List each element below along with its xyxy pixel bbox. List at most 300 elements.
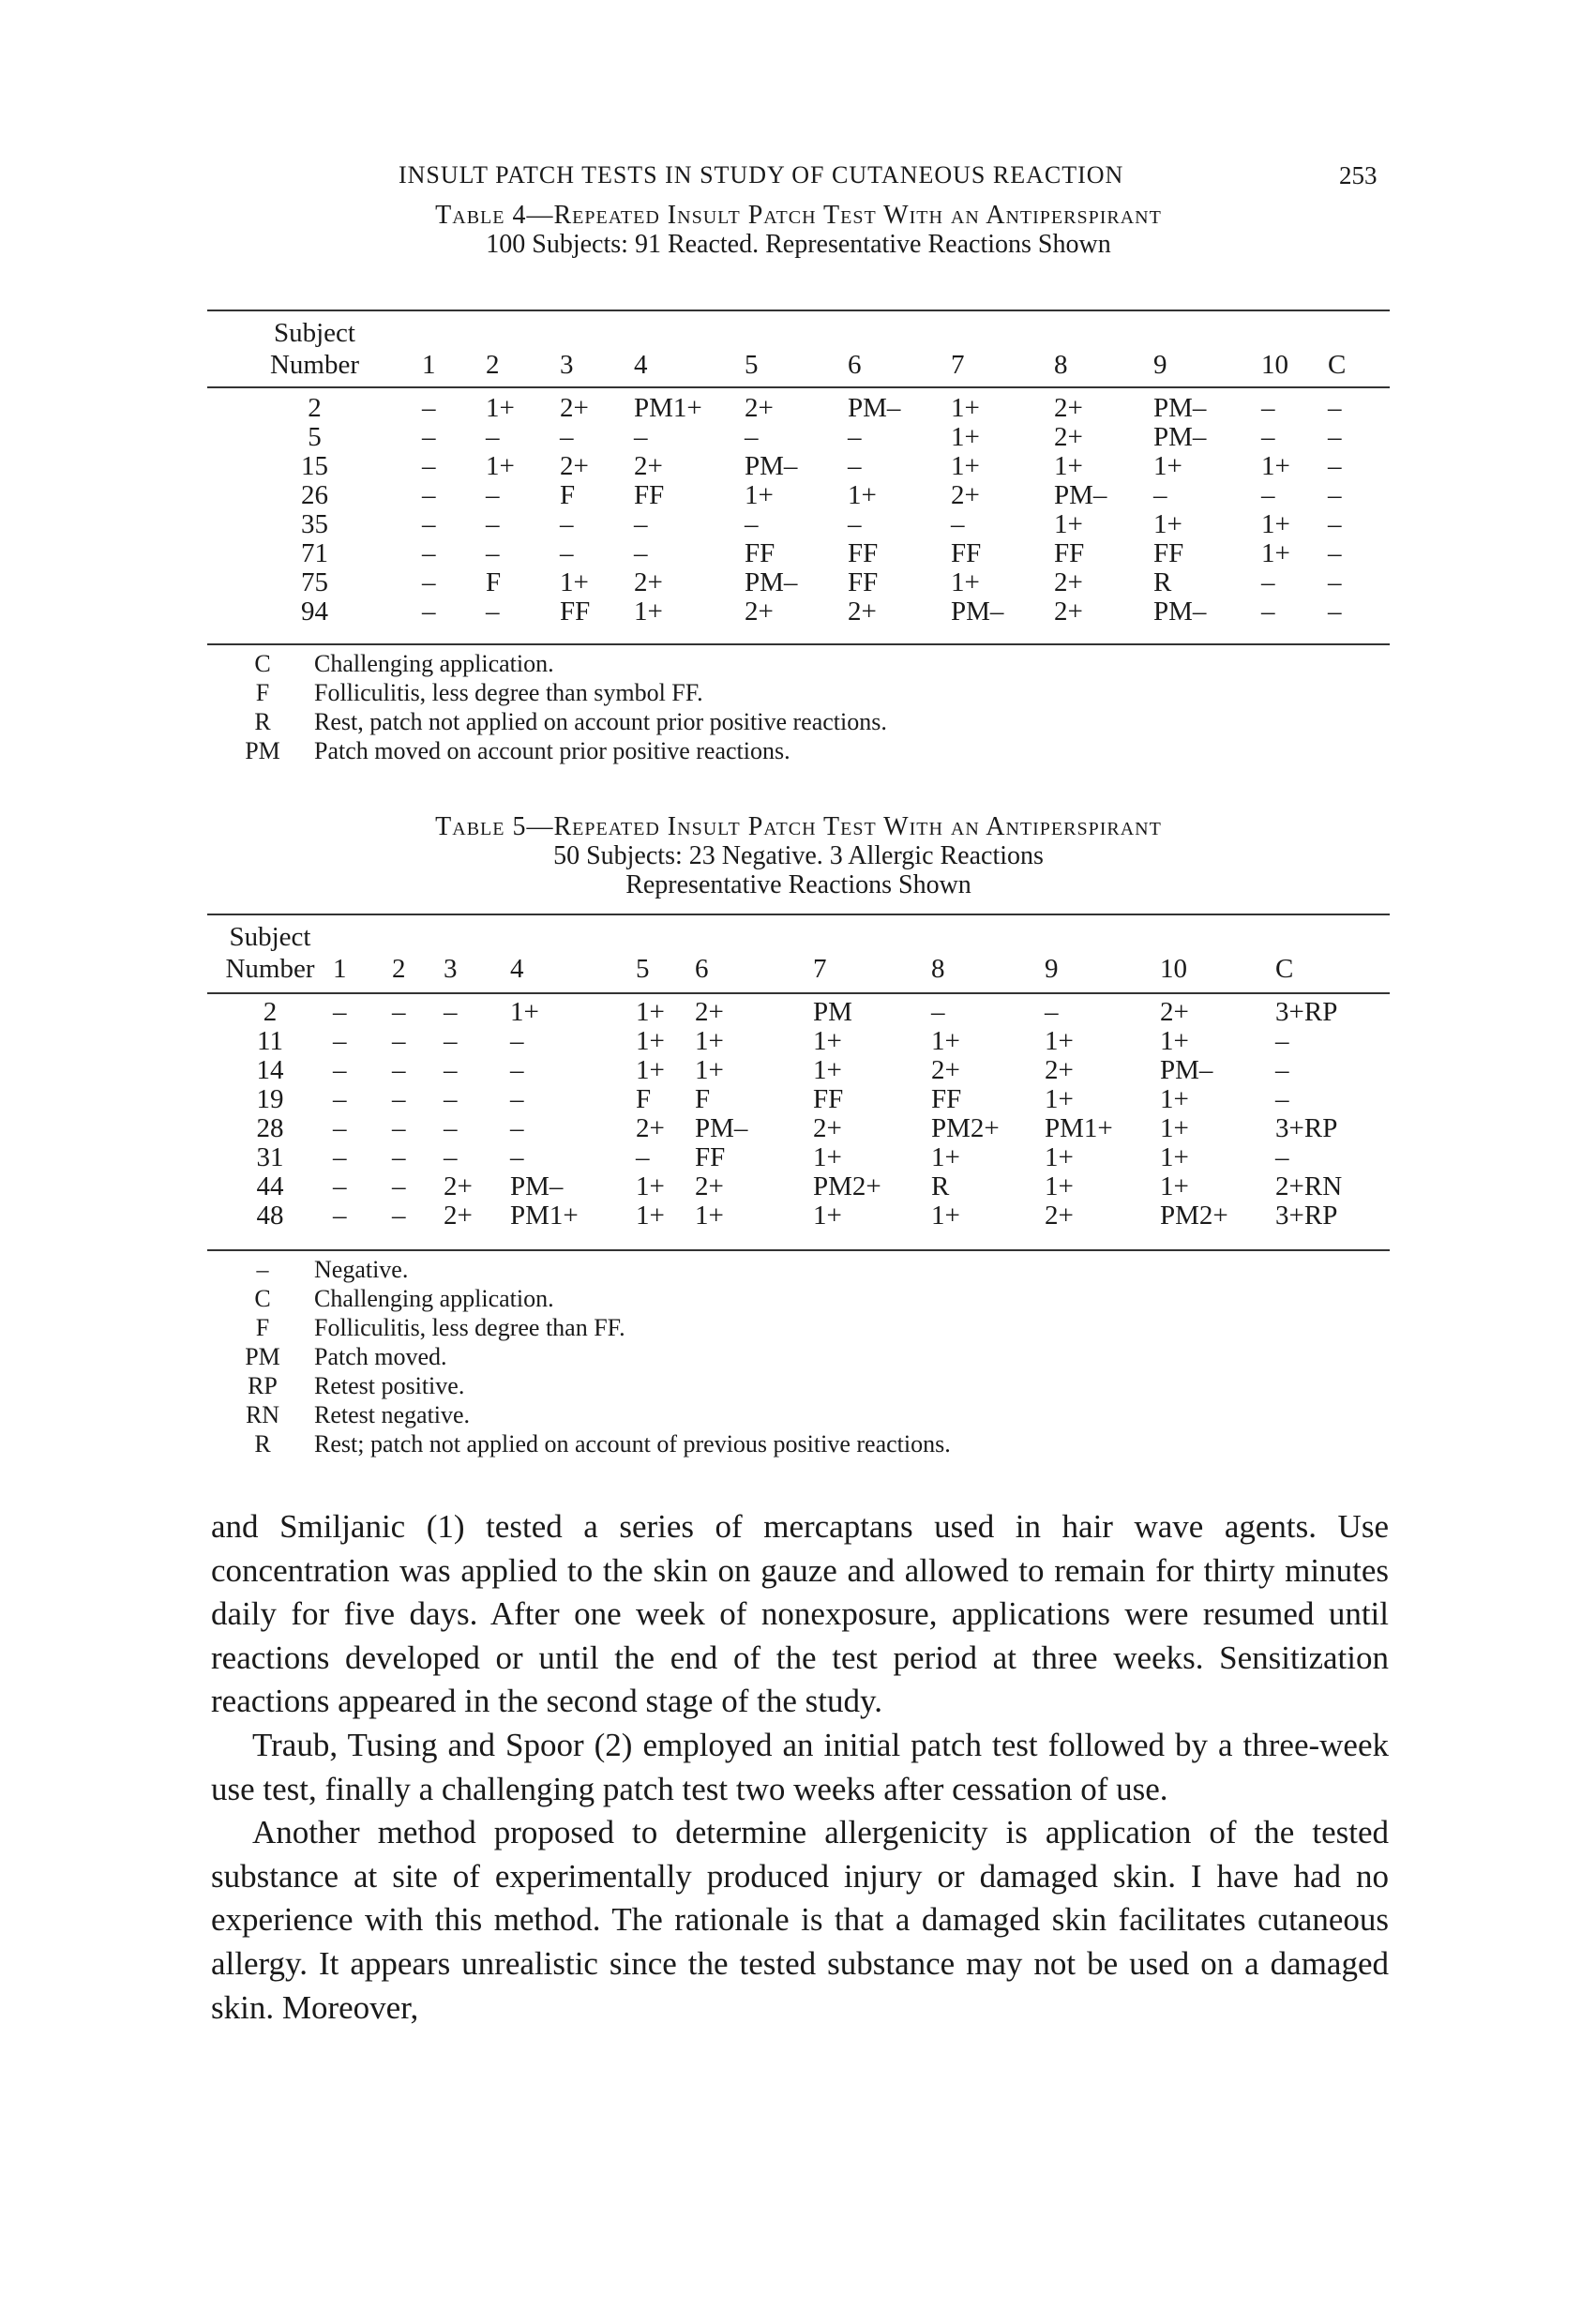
- table-row: [207, 568, 1390, 597]
- reaction-cell: 1+: [1045, 1084, 1074, 1114]
- legend-item: [230, 736, 887, 765]
- reaction-cell: –: [1328, 567, 1342, 597]
- reaction-cell: PM–: [1054, 480, 1107, 510]
- reaction-cell: –: [1261, 393, 1275, 423]
- body-text: [211, 1505, 1389, 2030]
- legend-item: [230, 1371, 951, 1400]
- reaction-cell: PM2+: [1160, 1201, 1228, 1231]
- reaction-cell: F: [636, 1084, 652, 1114]
- reaction-cell: FF: [745, 538, 775, 568]
- subject-number: 35: [301, 509, 328, 539]
- column-header: 1: [422, 350, 436, 380]
- spacer-row: [207, 985, 1390, 998]
- reaction-cell: –: [422, 509, 436, 539]
- header-spacer: [1261, 317, 1328, 349]
- reaction-cell: 1+: [931, 1201, 960, 1231]
- reaction-cell: –: [636, 1142, 650, 1172]
- table-row: [207, 1027, 1390, 1056]
- header-spacer: [745, 317, 848, 349]
- reaction-cell: –: [422, 480, 436, 510]
- reaction-cell: 1+: [848, 480, 877, 510]
- header-spacer: [333, 921, 392, 953]
- reaction-cell: –: [510, 1113, 524, 1143]
- reaction-cell: –: [392, 1113, 406, 1143]
- reaction-cell: –: [745, 509, 759, 539]
- reaction-cell: 1+: [634, 597, 663, 627]
- legend-abbrev: C: [254, 1285, 271, 1312]
- header-spacer: [392, 921, 444, 953]
- reaction-cell: PM1+: [1045, 1113, 1113, 1143]
- table5-caption: [207, 812, 1390, 899]
- paragraph: Traub, Tusing and Spoor (2) employed an initial patch test followed by a three-week use test, finally a challenging patch test two weeks after cessation of use.: [211, 1726, 1389, 1807]
- subject-number: 14: [256, 1055, 284, 1085]
- reaction-cell: FF: [695, 1142, 726, 1172]
- subject-number: 26: [301, 480, 328, 510]
- table5-header-rule: [207, 992, 1390, 994]
- table-row: [207, 452, 1390, 481]
- table-row: [207, 1085, 1390, 1114]
- table5: [207, 921, 1390, 1231]
- reaction-cell: 1+: [1160, 1084, 1189, 1114]
- reaction-cell: 2+: [634, 567, 663, 597]
- column-header: 9: [1153, 350, 1167, 380]
- reaction-cell: FF: [848, 567, 879, 597]
- subject-number: 31: [256, 1142, 284, 1172]
- table-row: [207, 1114, 1390, 1143]
- reaction-cell: 1+: [1054, 509, 1083, 539]
- reaction-cell: 2+: [560, 393, 589, 423]
- reaction-cell: 2+: [1054, 567, 1083, 597]
- reaction-cell: 1+: [813, 1201, 842, 1231]
- reaction-cell: 2+: [444, 1201, 473, 1231]
- subject-number: 5: [308, 422, 322, 452]
- table-row: [207, 1201, 1390, 1231]
- header-row: [207, 349, 1390, 381]
- reaction-cell: –: [848, 422, 862, 452]
- header-spacer: [848, 317, 951, 349]
- reaction-cell: –: [392, 1026, 406, 1056]
- reaction-cell: 1+: [486, 393, 515, 423]
- reaction-cell: –: [1045, 997, 1059, 1027]
- column-header: 5: [636, 954, 650, 984]
- reaction-cell: FF: [848, 538, 879, 568]
- column-header: 5: [745, 350, 759, 380]
- reaction-cell: PM2+: [931, 1113, 1000, 1143]
- reaction-cell: 1+: [1054, 451, 1083, 481]
- table5-title: Table 5—Repeated Insult Patch Test With an Antiperspirant: [435, 812, 1162, 841]
- legend-abbrev: RP: [248, 1372, 278, 1399]
- reaction-cell: 2+: [848, 597, 877, 627]
- reaction-cell: –: [1275, 1142, 1289, 1172]
- reaction-cell: 2+: [695, 997, 724, 1027]
- reaction-cell: 2+: [1054, 393, 1083, 423]
- reaction-cell: –: [1275, 1084, 1289, 1114]
- header-spacer: [510, 921, 636, 953]
- reaction-cell: –: [444, 1113, 458, 1143]
- reaction-cell: F: [560, 480, 576, 510]
- column-header: 8: [931, 954, 945, 984]
- table4: [207, 317, 1390, 627]
- column-header: 4: [634, 350, 648, 380]
- legend-abbrev: PM: [245, 737, 280, 764]
- reaction-cell: –: [1328, 509, 1342, 539]
- reaction-cell: –: [392, 1055, 406, 1085]
- reaction-cell: 1+: [931, 1026, 960, 1056]
- reaction-cell: –: [1275, 1055, 1289, 1085]
- table5-top-rule: [207, 914, 1390, 915]
- reaction-cell: –: [951, 509, 965, 539]
- reaction-cell: –: [1275, 1026, 1289, 1056]
- table-row: [207, 1143, 1390, 1172]
- reaction-cell: –: [1328, 422, 1342, 452]
- table5-header: [207, 921, 1390, 985]
- reaction-cell: –: [444, 1026, 458, 1056]
- reaction-cell: 1+: [951, 393, 980, 423]
- table5-subtitle: 50 Subjects: 23 Negative. 3 Allergic Reactions: [553, 841, 1044, 870]
- column-header: 9: [1045, 954, 1059, 984]
- reaction-cell: PM2+: [813, 1171, 881, 1201]
- reaction-cell: 1+: [695, 1201, 724, 1231]
- table5-subtitle2: Representative Reactions Shown: [625, 870, 971, 899]
- reaction-cell: –: [444, 1084, 458, 1114]
- column-header: 6: [848, 350, 862, 380]
- column-header: 4: [510, 954, 524, 984]
- reaction-cell: –: [1328, 451, 1342, 481]
- table-row: [207, 423, 1390, 452]
- reaction-cell: PM1+: [510, 1201, 579, 1231]
- column-header: 8: [1054, 350, 1068, 380]
- subject-header-line2: Number: [225, 954, 315, 984]
- header-spacer: [813, 921, 931, 953]
- table-row: [207, 597, 1390, 627]
- paragraph: and Smiljanic (1) tested a series of mercaptans used in hair wave agents. Use concentration was applied to the skin on gauze and allowed to remain for thirty minutes daily for five days. After one week of nonexposure, applications were resumed until reactions developed or until the end of the test period at three weeks. Sensitization reactions appeared in the second stage of the study.: [211, 1508, 1389, 1720]
- header-row: [207, 317, 1390, 349]
- legend-text: Retest negative.: [314, 1401, 471, 1428]
- subject-number: 75: [301, 567, 328, 597]
- table5-bottom-rule: [207, 1249, 1390, 1251]
- reaction-cell: 1+: [1160, 1142, 1189, 1172]
- reaction-cell: PM–: [1153, 597, 1207, 627]
- spacer: [207, 985, 333, 998]
- legend-abbrev: R: [254, 708, 271, 735]
- legend-text: Retest positive.: [314, 1372, 465, 1399]
- legend-item: [230, 1313, 951, 1342]
- reaction-cell: 1+: [813, 1142, 842, 1172]
- column-header: C: [1328, 350, 1347, 380]
- table5-body: [207, 985, 1390, 1231]
- reaction-cell: 1+: [636, 1026, 665, 1056]
- reaction-cell: 1+: [560, 567, 589, 597]
- reaction-cell: FF: [951, 538, 982, 568]
- reaction-cell: 2+: [1054, 422, 1083, 452]
- column-header: 7: [951, 350, 965, 380]
- reaction-cell: –: [333, 1171, 347, 1201]
- legend-abbrev: –: [256, 1256, 269, 1283]
- subject-header-line1: Subject: [274, 318, 355, 348]
- reaction-cell: 2+: [1160, 997, 1189, 1027]
- header-spacer: [951, 317, 1054, 349]
- legend-item: [230, 1284, 951, 1313]
- reaction-cell: 1+: [636, 997, 665, 1027]
- reaction-cell: PM–: [1153, 393, 1207, 423]
- reaction-cell: PM–: [745, 567, 798, 597]
- reaction-cell: PM: [813, 997, 852, 1027]
- header-spacer: [422, 317, 486, 349]
- reaction-cell: 1+: [745, 480, 774, 510]
- reaction-cell: –: [931, 997, 945, 1027]
- column-header: 3: [444, 954, 458, 984]
- reaction-cell: PM–: [1153, 422, 1207, 452]
- legend-item: [230, 678, 887, 707]
- reaction-cell: –: [486, 538, 500, 568]
- table4-top-rule: [207, 310, 1390, 311]
- table-row: [207, 998, 1390, 1027]
- reaction-cell: 3+RP: [1275, 1201, 1338, 1231]
- reaction-cell: 1+: [1160, 1113, 1189, 1143]
- reaction-cell: –: [1328, 538, 1342, 568]
- reaction-cell: –: [1261, 480, 1275, 510]
- table-row: [207, 394, 1390, 423]
- subject-number: 2: [263, 997, 278, 1027]
- reaction-cell: R: [931, 1171, 950, 1201]
- reaction-cell: 1+: [1045, 1142, 1074, 1172]
- reaction-cell: 1+: [636, 1055, 665, 1085]
- legend-text: Rest; patch not applied on account of previous positive reactions.: [314, 1430, 951, 1458]
- column-header: 2: [392, 954, 406, 984]
- legend-abbrev: F: [255, 679, 270, 706]
- subject-number: 2: [308, 393, 322, 423]
- reaction-cell: 1+: [695, 1026, 724, 1056]
- reaction-cell: –: [510, 1142, 524, 1172]
- reaction-cell: PM–: [1160, 1055, 1213, 1085]
- reaction-cell: FF: [560, 597, 591, 627]
- subject-number: 15: [301, 451, 328, 481]
- subject-number: 28: [256, 1113, 284, 1143]
- reaction-cell: R: [1153, 567, 1172, 597]
- header-spacer: [636, 921, 695, 953]
- legend-item: [230, 1255, 951, 1284]
- reaction-cell: –: [444, 997, 458, 1027]
- reaction-cell: –: [486, 480, 500, 510]
- legend-item: [230, 649, 887, 678]
- reaction-cell: 2+: [444, 1171, 473, 1201]
- reaction-cell: F: [695, 1084, 711, 1114]
- header-row: [207, 953, 1390, 985]
- column-header: 6: [695, 954, 709, 984]
- reaction-cell: –: [848, 451, 862, 481]
- page-number: 253: [1339, 161, 1378, 189]
- header-spacer: [444, 921, 510, 953]
- reaction-cell: –: [848, 509, 862, 539]
- reaction-cell: –: [422, 451, 436, 481]
- reaction-cell: –: [392, 1084, 406, 1114]
- legend-text: Folliculitis, less degree than symbol FF.: [314, 679, 703, 706]
- reaction-cell: –: [392, 1201, 406, 1231]
- reaction-cell: –: [1153, 480, 1167, 510]
- subject-header-line1: Subject: [229, 922, 311, 952]
- reaction-cell: 1+: [1045, 1171, 1074, 1201]
- reaction-cell: 1+: [486, 451, 515, 481]
- reaction-cell: 1+: [1153, 509, 1182, 539]
- paragraph: Another method proposed to determine allergenicity is application of the tested substance at site of experimentally produced injury or damaged skin. I have had no experience with this method. The rationale is that a damaged skin facilitates cutaneous allergy. It appears unrealistic since the tested substance may not be used on a damaged skin. Moreover,: [211, 1814, 1389, 2026]
- reaction-cell: 2+RN: [1275, 1171, 1343, 1201]
- reaction-cell: –: [422, 393, 436, 423]
- reaction-cell: –: [634, 422, 648, 452]
- legend-text: Challenging application.: [314, 1285, 554, 1312]
- column-header: 1: [333, 954, 347, 984]
- reaction-cell: –: [745, 422, 759, 452]
- reaction-cell: –: [1261, 567, 1275, 597]
- reaction-cell: 1+: [951, 451, 980, 481]
- reaction-cell: PM–: [745, 451, 798, 481]
- legend-text: Challenging application.: [314, 650, 554, 677]
- reaction-cell: FF: [813, 1084, 844, 1114]
- reaction-cell: 1+: [951, 567, 980, 597]
- reaction-cell: –: [1328, 597, 1342, 627]
- reaction-cell: 2+: [1054, 597, 1083, 627]
- table-row: [207, 539, 1390, 568]
- header-spacer: [560, 317, 634, 349]
- reaction-cell: 1+: [1261, 538, 1290, 568]
- table-row: [207, 1056, 1390, 1085]
- reaction-cell: –: [422, 597, 436, 627]
- header-spacer: [634, 317, 745, 349]
- reaction-cell: 1+: [931, 1142, 960, 1172]
- legend-abbrev: PM: [245, 1343, 280, 1370]
- legend-text: Rest, patch not applied on account prior positive reactions.: [314, 708, 887, 735]
- reaction-cell: –: [392, 1171, 406, 1201]
- legend-text: Patch moved on account prior positive reactions.: [314, 737, 790, 764]
- subject-number: 44: [256, 1171, 284, 1201]
- reaction-cell: –: [422, 422, 436, 452]
- header-spacer: [931, 921, 1045, 953]
- subject-number: 48: [256, 1201, 284, 1231]
- table4-caption: [207, 201, 1390, 259]
- reaction-cell: –: [510, 1026, 524, 1056]
- reaction-cell: –: [560, 509, 574, 539]
- reaction-cell: PM–: [951, 597, 1004, 627]
- reaction-cell: –: [486, 422, 500, 452]
- reaction-cell: PM–: [510, 1171, 564, 1201]
- reaction-cell: 3+RP: [1275, 997, 1338, 1027]
- table4-header: [207, 317, 1390, 381]
- reaction-cell: 1+: [1261, 509, 1290, 539]
- reaction-cell: FF: [1054, 538, 1085, 568]
- reaction-cell: FF: [634, 480, 665, 510]
- reaction-cell: –: [510, 1084, 524, 1114]
- reaction-cell: FF: [1153, 538, 1184, 568]
- table-row: [207, 481, 1390, 510]
- reaction-cell: –: [634, 509, 648, 539]
- reaction-cell: 1+: [636, 1201, 665, 1231]
- reaction-cell: 2+: [1045, 1201, 1074, 1231]
- reaction-cell: –: [560, 422, 574, 452]
- running-header: INSULT PATCH TESTS IN STUDY OF CUTANEOUS REACTION: [399, 161, 1124, 189]
- reaction-cell: –: [634, 538, 648, 568]
- reaction-cell: –: [510, 1055, 524, 1085]
- reaction-cell: 2+: [745, 393, 774, 423]
- reaction-cell: 2+: [636, 1113, 665, 1143]
- reaction-cell: 1+: [813, 1026, 842, 1056]
- reaction-cell: –: [1261, 422, 1275, 452]
- reaction-cell: 2+: [745, 597, 774, 627]
- reaction-cell: 1+: [1160, 1171, 1189, 1201]
- legend-item: [230, 1400, 951, 1429]
- reaction-cell: –: [560, 538, 574, 568]
- reaction-cell: –: [1261, 597, 1275, 627]
- reaction-cell: PM–: [848, 393, 901, 423]
- header-spacer: [1275, 921, 1390, 953]
- table4-title: Table 4—Repeated Insult Patch Test With an Antiperspirant: [435, 201, 1162, 230]
- legend-item: [230, 707, 887, 736]
- reaction-cell: 2+: [560, 451, 589, 481]
- table-row: [207, 510, 1390, 539]
- table4-header-rule: [207, 386, 1390, 388]
- reaction-cell: PM–: [695, 1113, 748, 1143]
- reaction-cell: PM1+: [634, 393, 702, 423]
- table4-body: [207, 381, 1390, 627]
- header-spacer: [1160, 921, 1275, 953]
- header-spacer: [695, 921, 813, 953]
- legend-abbrev: R: [254, 1430, 271, 1458]
- header-spacer: [1328, 317, 1390, 349]
- subject-header-line2: Number: [269, 350, 360, 380]
- table4-legend: [230, 649, 887, 765]
- table4-subtitle: 100 Subjects: 91 Reacted. Representative Reactions Shown: [486, 230, 1111, 259]
- reaction-cell: 2+: [931, 1055, 960, 1085]
- subject-number: 11: [257, 1026, 283, 1056]
- column-header: C: [1275, 954, 1294, 984]
- reaction-cell: –: [486, 597, 500, 627]
- header-spacer: [486, 317, 560, 349]
- header-spacer: [1153, 317, 1261, 349]
- table5-legend: [230, 1255, 951, 1458]
- legend-text: Patch moved.: [314, 1343, 447, 1370]
- reaction-cell: 1+: [510, 997, 539, 1027]
- table-row: [207, 1172, 1390, 1201]
- reaction-cell: 3+RP: [1275, 1113, 1338, 1143]
- reaction-cell: –: [444, 1055, 458, 1085]
- reaction-cell: –: [333, 1142, 347, 1172]
- reaction-cell: –: [392, 1142, 406, 1172]
- subject-number: 19: [256, 1084, 284, 1114]
- reaction-cell: –: [392, 997, 406, 1027]
- header-spacer: [1045, 921, 1160, 953]
- header-spacer: [1054, 317, 1153, 349]
- subject-number: 71: [301, 538, 328, 568]
- legend-text: Negative.: [314, 1256, 409, 1283]
- reaction-cell: 1+: [1160, 1026, 1189, 1056]
- reaction-cell: –: [333, 1113, 347, 1143]
- reaction-cell: 2+: [1045, 1055, 1074, 1085]
- reaction-cell: –: [1328, 480, 1342, 510]
- legend-text: Folliculitis, less degree than FF.: [314, 1314, 625, 1341]
- reaction-cell: 2+: [695, 1171, 724, 1201]
- legend-abbrev: F: [255, 1314, 270, 1341]
- column-header: 7: [813, 954, 827, 984]
- reaction-cell: 1+: [1153, 451, 1182, 481]
- table4-bottom-rule: [207, 643, 1390, 645]
- reaction-cell: –: [486, 509, 500, 539]
- reaction-cell: –: [422, 567, 436, 597]
- reaction-cell: FF: [931, 1084, 962, 1114]
- reaction-cell: F: [486, 567, 502, 597]
- column-header: 3: [560, 350, 574, 380]
- column-header: 2: [486, 350, 500, 380]
- legend-item: [230, 1342, 951, 1371]
- reaction-cell: 1+: [813, 1055, 842, 1085]
- reaction-cell: 2+: [813, 1113, 842, 1143]
